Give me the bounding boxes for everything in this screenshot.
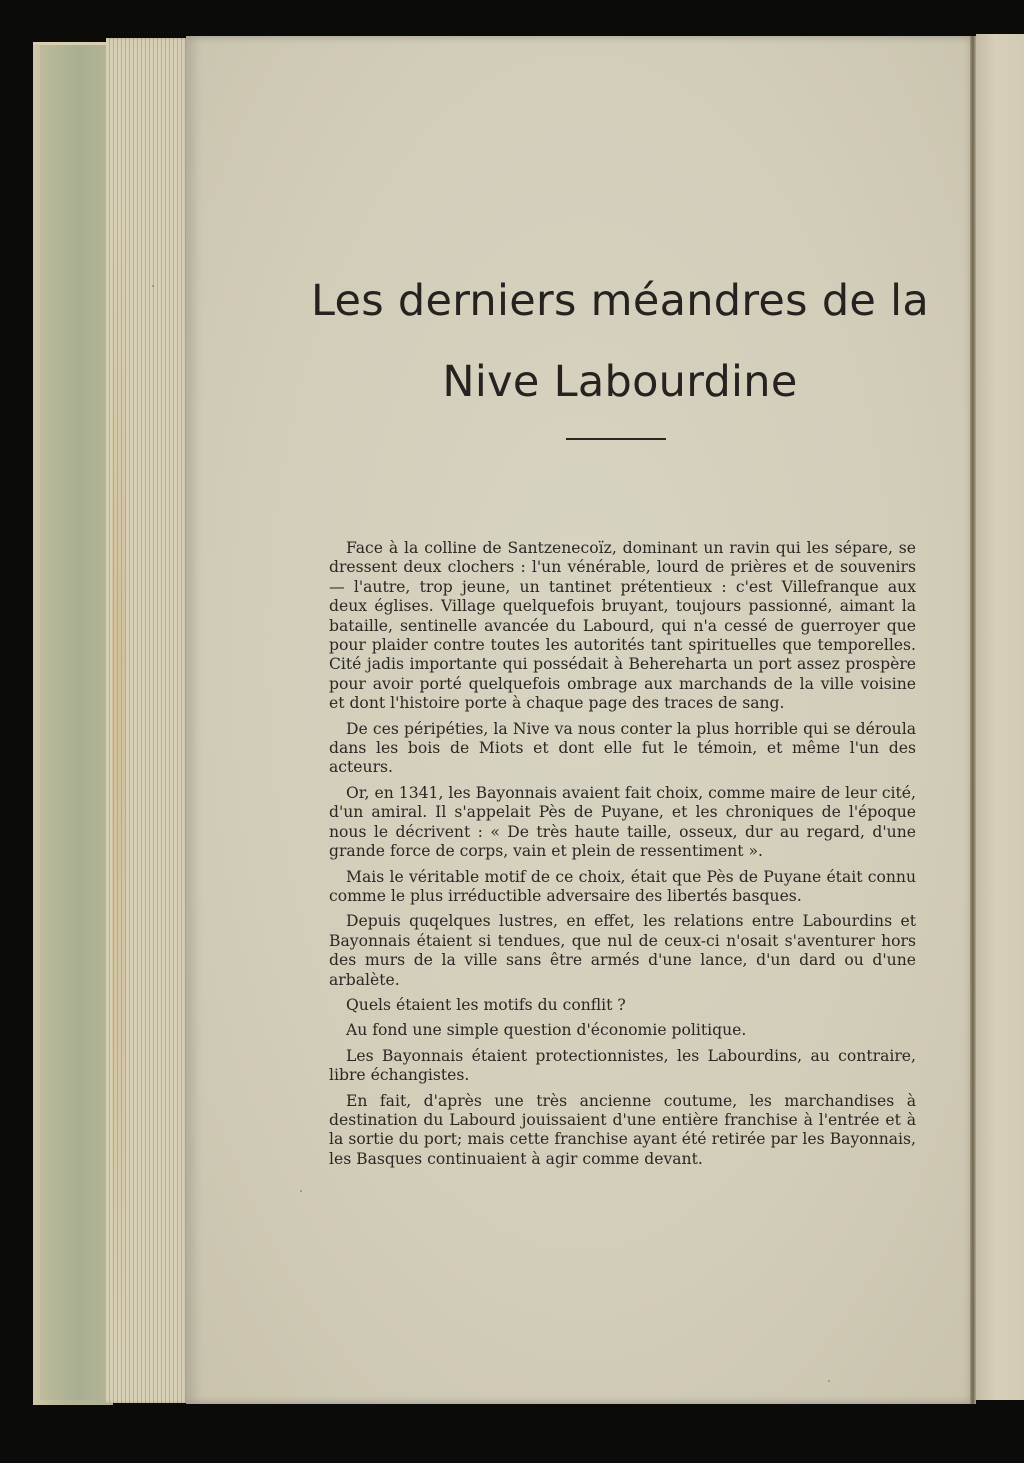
article-title-line-2: Nive Labourdine xyxy=(442,357,798,407)
paper-speck xyxy=(152,285,154,287)
book-endpaper xyxy=(40,45,106,1400)
paragraph: En fait, d'après une très ancienne coutume, les marchandises à destination du Labourd jouissaient d'une entière franchise à l'entrée et à la sortie du port; mais cette franchise ayant été retirée par les Bayonnais, les Basques continuaient à agir comme devant. xyxy=(329,1091,916,1168)
paragraph: De ces péripéties, la Nive va nous conter la plus horrible qui se déroula dans les bois de Miots et dont elle fut le témoin, et même l'un des acteurs. xyxy=(329,719,916,777)
paragraph: Quels étaient les motifs du conflit ? xyxy=(346,995,626,1014)
paper-speck xyxy=(300,1190,302,1192)
article-title-line-1: Les derniers méandres de la xyxy=(310,276,930,326)
paragraph: Face à la colline de Santzenecoïz, dominant un ravin qui les sépare, se dressent deux clochers : l'un vénérable, lourd de prières et de souvenirs — l'autre, trop jeune, un tantinet prétentieux : c'est Villefranque aux deux églises. Village quelquefois bruyant, toujours passionné, aimant la bataille, sentinelle avancée du Labourd, qui n'a cessé de guerroyer que pour plaider contre toutes les autorités tant spirituelles que temporelles. Cité jadis importante qui possédait à Behereharta un port assez prospère pour avoir porté quelquefois ombrage aux marchands de la ville voisine et dont l'histoire porte à chaque page des traces de sang. xyxy=(329,539,916,713)
paragraph: Or, en 1341, les Bayonnais avaient fait choix, comme maire de leur cité, d'un amiral. Il s'appelait Pès de Puyane, et les chroniques de l'époque nous le décrivent : « De très haute taille, osseux, dur au regard, d'une grande force de corps, vain et plein de ressentiment ». xyxy=(329,783,916,861)
paragraph: Mais le véritable motif de ce choix, était que Pès de Puyane était connu comme le plus irréductible adversaire des libertés basques. xyxy=(329,867,916,905)
paragraph: Depuis quqelques lustres, en effet, les relations entre Labourdins et Bayonnais étaient si tendues, que nul de ceux-ci n'osait s'aventurer hors des murs de la ville sans être armés d'une lance, d'un dard ou d'une arbalète. xyxy=(329,912,916,989)
title-divider-rule xyxy=(566,438,666,440)
article-body xyxy=(329,539,916,1175)
paper-speck xyxy=(828,1380,830,1382)
page-stain xyxy=(112,200,126,1350)
facing-page-edge xyxy=(976,34,1024,1400)
paragraph: Au fond une simple question d'économie politique. xyxy=(346,1021,747,1040)
paragraph: Les Bayonnais étaient protectionnistes, les Labourdins, au contraire, libre échangistes. xyxy=(329,1046,916,1085)
